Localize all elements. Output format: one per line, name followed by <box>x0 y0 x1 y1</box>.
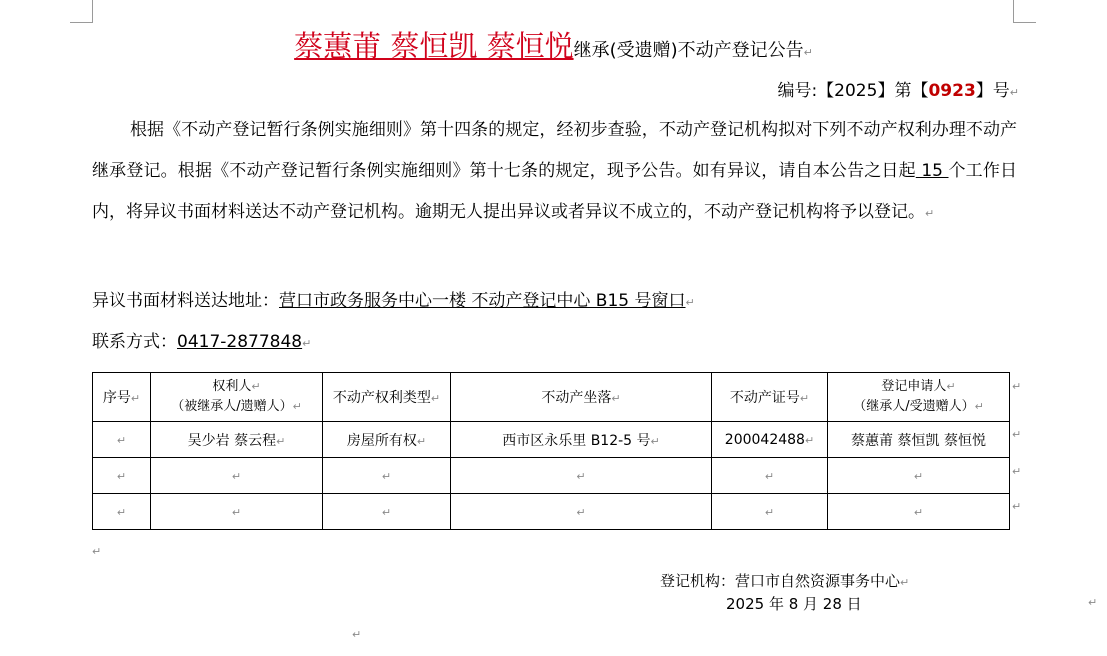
address-value: 营口市政务服务中心一楼 不动产登记中心 B15 号窗口 <box>279 291 686 311</box>
paragraph-mark-icon: ↵ <box>302 337 312 350</box>
header-holder: 权利人↵ （被继承人/遗赠人）↵ <box>151 373 323 422</box>
table-header-row <box>93 373 1010 422</box>
page-corner-mark-right <box>1013 0 1036 23</box>
header-right-type: 不动产权利类型↵ <box>323 373 451 422</box>
registration-org: 登记机构：营口市自然资源事务中心↵ <box>660 572 910 590</box>
objection-address <box>92 286 695 311</box>
cell-seq: ↵ <box>93 422 151 458</box>
header-location: 不动产坐落↵ <box>451 373 712 422</box>
paragraph-mark-icon: ↵ <box>925 207 935 220</box>
empty-cell: ↵ <box>323 494 451 530</box>
contact-label: 联系方式： <box>92 332 177 352</box>
title-names: 蔡蕙莆 蔡恒凯 蔡恒悦 <box>294 29 574 63</box>
table-row <box>93 458 1010 494</box>
header-cert-no: 不动产证号↵ <box>712 373 828 422</box>
number-value: 0923 <box>928 81 976 101</box>
empty-cell: ↵ <box>93 494 151 530</box>
cell-cert-no: 200042488↵ <box>712 422 828 458</box>
empty-cell: ↵ <box>712 494 828 530</box>
empty-cell: ↵ <box>93 458 151 494</box>
table-row <box>93 494 1010 530</box>
body-text-1: 根据《不动产登记暂行条例实施细则》第十四条的规定，经初步查验，不动产登记机构拟对下列不动产权利办理不动产继承登记。根据《不动产登记暂行条例实施细则》第十七条的规定，现予公告。如有异议，请自本公告之日起 <box>92 120 1017 181</box>
cell-right-type: 房屋所有权↵ <box>323 422 451 458</box>
address-label: 异议书面材料送达地址： <box>92 291 279 311</box>
cell-location: 西市区永乐里 B12-5 号↵ <box>451 422 712 458</box>
paragraph-mark-icon: ↵ <box>1012 500 1022 513</box>
body-text-2: 个工作日内，将异议书面材料送达不动产登记机构。逾期无人提出异议或者异议不成立的，不动产登记机构将予以登记。 <box>92 161 1017 222</box>
empty-cell: ↵ <box>828 458 1010 494</box>
header-applicant: 登记申请人↵ （继承人/受遗赠人）↵ <box>828 373 1010 422</box>
body-paragraph <box>92 110 1017 234</box>
paragraph-mark-icon: ↵ <box>803 46 813 59</box>
empty-cell: ↵ <box>451 494 712 530</box>
empty-cell: ↵ <box>828 494 1010 530</box>
header-seq: 序号↵ <box>93 373 151 422</box>
empty-cell: ↵ <box>151 494 323 530</box>
page-corner-mark-left <box>70 0 93 23</box>
property-table <box>92 372 1010 530</box>
empty-cell: ↵ <box>451 458 712 494</box>
notice-date: 2025 年 8 月 28 日 <box>726 595 862 613</box>
title-text: 继承(受遗赠)不动产登记公告 <box>573 40 804 61</box>
notice-body <box>92 110 1017 234</box>
paragraph-mark-icon: ↵ <box>1009 86 1019 99</box>
paragraph-mark-icon: ↵ <box>352 628 362 641</box>
cell-applicant: 蔡蕙莆 蔡恒凯 蔡恒悦 <box>828 422 1010 458</box>
empty-cell: ↵ <box>712 458 828 494</box>
paragraph-mark-icon: ↵ <box>685 296 695 309</box>
objection-days: 15 <box>915 161 949 181</box>
number-prefix: 编号:【2025】第【 <box>777 81 929 101</box>
paragraph-mark-icon: ↵ <box>92 545 102 558</box>
paragraph-mark-icon: ↵ <box>1012 428 1022 441</box>
notice-number <box>777 76 1019 101</box>
cell-holder: 吴少岩 蔡云程↵ <box>151 422 323 458</box>
empty-cell: ↵ <box>151 458 323 494</box>
number-suffix: 】号 <box>975 81 1010 101</box>
paragraph-mark-icon: ↵ <box>1012 380 1022 393</box>
table-row <box>93 422 1010 458</box>
contact-value: 0417-2877848 <box>177 332 303 352</box>
paragraph-mark-icon: ↵ <box>1088 596 1098 609</box>
notice-title <box>0 24 1107 65</box>
empty-cell: ↵ <box>323 458 451 494</box>
paragraph-mark-icon: ↵ <box>1012 465 1022 478</box>
contact-info <box>92 327 311 352</box>
